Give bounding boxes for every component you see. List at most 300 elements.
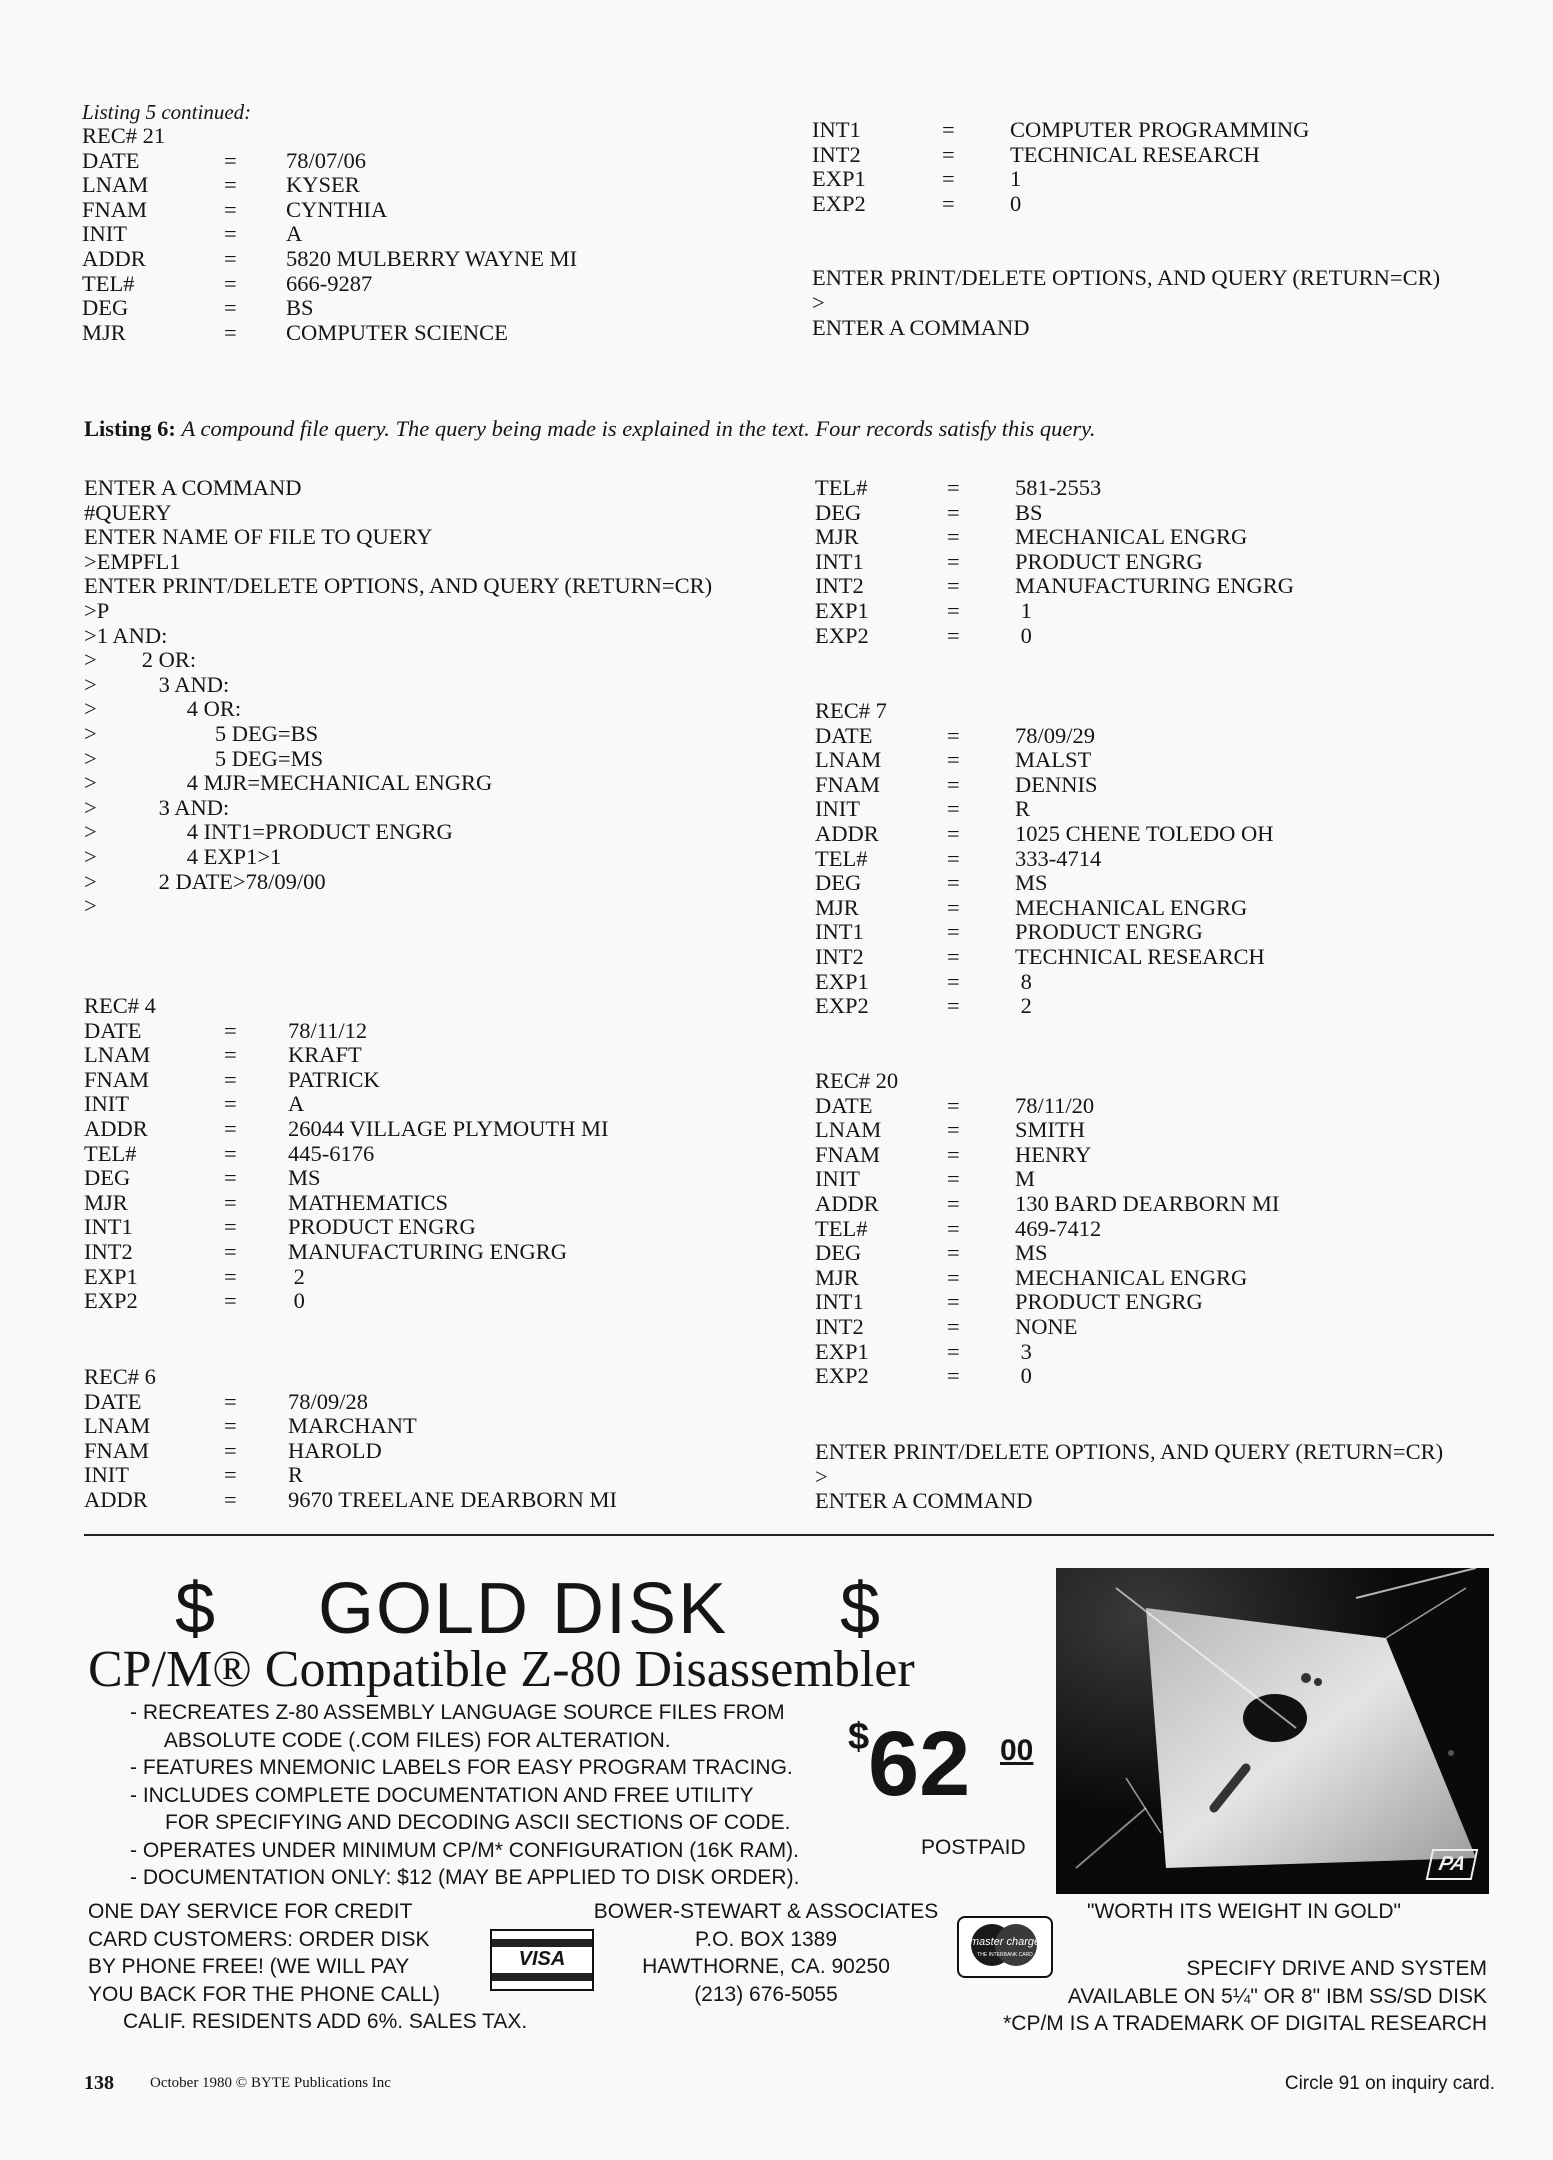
record-6 [84,1365,617,1513]
field-key: INT1 [815,1289,864,1315]
query-line: > 3 AND: [84,794,230,820]
field-key: EXP1 [84,1263,138,1289]
field-value: 0 [1015,1363,1032,1389]
equals-sign: = [947,894,960,920]
record-header: REC# 21 [82,123,166,148]
field-value: 445-6176 [288,1140,375,1166]
record-field-row [815,1217,1279,1242]
query-line: ENTER A COMMAND [84,475,302,500]
field-value: TECHNICAL RESEARCH [1010,141,1260,167]
ad-address [586,1898,946,2008]
record-field-row [84,1092,608,1117]
field-key: EXP1 [815,968,869,994]
equals-sign: = [947,1117,960,1143]
record-field-row [815,1192,1279,1217]
equals-sign: = [224,172,237,198]
field-value: 1 [1010,166,1022,192]
field-value: MS [1015,870,1048,896]
field-value: BS [286,295,314,321]
equals-sign: = [947,796,960,822]
field-value: 0 [1010,190,1022,216]
record-field-row [815,1143,1279,1168]
bullets-line: - INCLUDES COMPLETE DOCUMENTATION AND FREE UTILITY [130,1783,754,1807]
equals-sign: = [947,1313,960,1339]
equals-sign: = [224,1413,237,1439]
price-cents: 00 [1000,1734,1034,1767]
listing6-prompt-line-2: > [815,1464,828,1489]
mastercharge-label: master charge [969,1936,1041,1948]
address-line: P.O. BOX 1389 [694,1927,838,1951]
record-field-row [815,847,1274,872]
record-field-row [815,920,1274,945]
record-field-row [84,1439,617,1464]
equals-sign: = [947,1215,960,1241]
field-key: DEG [815,870,862,896]
record-field-row [84,1240,608,1265]
field-value: BS [1015,499,1043,525]
query-line: ENTER NAME OF FILE TO QUERY [84,524,433,550]
field-value: PRODUCT ENGRG [288,1214,476,1240]
record-field-row [812,118,1309,143]
equals-sign: = [224,1115,237,1141]
issue-line: October 1980 © BYTE Publications Inc [150,2075,391,2091]
query-line: > 4 MJR=MECHANICAL ENGRG [84,770,493,796]
field-value: 26044 VILLAGE PLYMOUTH MI [288,1115,609,1141]
query-line: > 4 INT1=PRODUCT ENGRG [84,819,453,845]
field-value: KRAFT [288,1042,362,1068]
equals-sign: = [224,1165,237,1191]
field-value: 8 [1015,968,1032,994]
field-key: TEL# [82,270,135,296]
query-line: >1 AND: [84,622,168,648]
equals-sign: = [947,1289,960,1315]
field-value: 469-7412 [1015,1215,1102,1241]
query-block [84,476,712,919]
field-value: NONE [1015,1313,1078,1339]
record-4 [84,994,608,1314]
field-key: EXP2 [815,622,869,648]
field-key: INIT [815,1166,860,1192]
record-field-row [84,1289,608,1314]
leftblock-line: CARD CUSTOMERS: ORDER DISK [88,1927,430,1951]
page-number: 138 [84,2072,114,2094]
record-field-row [815,1315,1279,1340]
field-key: LNAM [82,172,149,198]
field-value: 78/09/28 [288,1388,369,1414]
field-value: PATRICK [288,1066,380,1092]
record-field-row [84,1215,608,1240]
field-key: MJR [815,524,859,550]
field-key: EXP2 [815,1363,869,1389]
record-field-row [815,896,1274,921]
equals-sign: = [947,747,960,773]
ad-quote: "WORTH ITS WEIGHT IN GOLD" [1087,1900,1401,1923]
record-field-row [815,599,1294,624]
field-key: DATE [84,1388,142,1414]
bullets-line: - DOCUMENTATION ONLY: $12 (MAY BE APPLIED TO DISK ORDER). [130,1866,800,1889]
field-key: FNAM [84,1437,150,1463]
field-value: MS [1015,1240,1048,1266]
field-value: 0 [288,1288,305,1314]
record-field-row [815,773,1274,798]
query-line: > [84,893,97,919]
ad-availability [960,1955,1487,2038]
equals-sign: = [947,919,960,945]
record-field-row [815,1340,1279,1365]
field-key: INIT [82,221,127,247]
record-header: REC# 4 [84,993,156,1018]
equals-sign: = [224,1437,237,1463]
listing6-caption-text: A compound file query. The query being made is explained in the text. Four records satisfy this query. [181,416,1096,441]
record-field-row [84,1019,608,1044]
listing-continued-label: Listing 5 continued: [82,100,252,124]
query-line: > 4 EXP1>1 [84,843,282,869]
field-key: ADDR [84,1115,148,1141]
equals-sign: = [947,524,960,550]
visa-logo [490,1929,594,1991]
field-value: 1 [1015,597,1032,623]
field-value: 1025 CHENE TOLEDO OH [1015,820,1274,846]
equals-sign: = [942,190,955,216]
field-key: DATE [815,722,873,748]
record-field-row [82,222,577,247]
field-key: TEL# [815,1215,868,1241]
field-key: TEL# [815,845,868,871]
query-line: #QUERY [84,499,172,525]
field-key: MJR [84,1189,128,1215]
field-key: INT2 [84,1238,133,1264]
equals-sign: = [947,722,960,748]
field-key: DEG [815,1240,862,1266]
mastercharge-small: THE INTERBANK CARD [977,1952,1033,1958]
record-field-row [84,1414,617,1439]
equals-sign: = [947,597,960,623]
field-value: 130 BARD DEARBORN MI [1015,1190,1280,1216]
record-field-row [815,525,1294,550]
field-value: PRODUCT ENGRG [1015,548,1203,574]
record-field-row [84,1463,617,1488]
record-field-row [812,167,1309,192]
record-field-row [815,748,1274,773]
floppy-disk-photo [1056,1568,1489,1894]
record-field-row [815,1241,1279,1266]
field-key: EXP1 [815,597,869,623]
field-key: DATE [815,1092,873,1118]
ad-service-info [88,1898,527,2036]
equals-sign: = [224,1238,237,1264]
field-value: A [286,221,303,247]
field-key: EXP1 [812,166,866,192]
ad-dollar-right: $ [840,1569,883,1649]
field-key: TEL# [84,1140,137,1166]
record-field-row [82,173,577,198]
query-line: > 2 DATE>78/09/00 [84,868,326,894]
record-field-row [815,871,1274,896]
field-value: A [288,1091,305,1117]
record-6-continued [815,476,1294,648]
bullets-line: ABSOLUTE CODE (.COM FILES) FOR ALTERATION. [130,1728,671,1752]
query-line: ENTER PRINT/DELETE OPTIONS, AND QUERY (RETURN=CR) [84,573,713,599]
field-key: FNAM [815,771,881,797]
bullets-line: - FEATURES MNEMONIC LABELS FOR EASY PROGRAM TRACING. [130,1756,793,1779]
field-key: ADDR [815,820,879,846]
field-key: TEL# [815,475,868,500]
postpaid-label: POSTPAID [921,1836,1026,1859]
field-value: 78/07/06 [286,147,367,173]
record-field-row [815,574,1294,599]
equals-sign: = [224,245,237,271]
ad-divider [84,1534,1494,1536]
field-value: M [1015,1166,1036,1192]
field-key: ADDR [84,1486,148,1512]
equals-sign: = [224,1486,237,1512]
field-value: SMITH [1015,1117,1086,1143]
field-key: INIT [84,1091,129,1117]
bullets-line: - RECREATES Z-80 ASSEMBLY LANGUAGE SOURCE FILES FROM [130,1701,785,1724]
field-value: MATHEMATICS [288,1189,449,1215]
query-line: > 4 OR: [84,696,242,722]
record-field-row [815,797,1274,822]
record-field-row [84,1166,608,1191]
price-dollar: $ [848,1716,870,1758]
field-key: INT1 [815,548,864,574]
equals-sign: = [947,845,960,871]
record-field-row [815,945,1274,970]
record-field-row [815,994,1274,1019]
field-key: INT1 [815,919,864,945]
field-key: MJR [82,319,126,345]
field-key: INT2 [815,573,864,599]
field-value: 78/11/20 [1015,1092,1095,1118]
field-value: 2 [1015,993,1032,1019]
equals-sign: = [942,166,955,192]
record-header: REC# 6 [84,1364,156,1389]
equals-sign: = [947,1264,960,1290]
record-field-row [815,1364,1279,1389]
field-value: 3 [1015,1338,1032,1364]
field-value: 9670 TREELANE DEARBORN MI [288,1486,617,1512]
record-field-row [815,1290,1279,1315]
leftblock-line: YOU BACK FOR THE PHONE CALL) [88,1982,441,2006]
record-field-row [82,198,577,223]
equals-sign: = [224,1140,237,1166]
field-key: INT2 [815,1313,864,1339]
equals-sign: = [947,870,960,896]
visa-label: VISA [518,1948,566,1970]
field-key: LNAM [815,747,882,773]
record-21 [82,124,577,345]
field-key: EXP2 [812,190,866,216]
field-value: 333-4714 [1015,845,1102,871]
field-key: LNAM [84,1413,151,1439]
record-field-row [84,1043,608,1068]
field-key: LNAM [815,1117,882,1143]
field-value: KYSER [286,172,360,198]
ad-title: GOLD DISK [318,1569,729,1649]
ad-dollar-left: $ [175,1569,218,1649]
record-field-row [84,1488,617,1513]
record-7 [815,699,1274,1019]
field-value: TECHNICAL RESEARCH [1015,943,1265,969]
equals-sign: = [947,1166,960,1192]
field-key: EXP2 [84,1288,138,1314]
address-line: BOWER-STEWART & ASSOCIATES [593,1900,939,1923]
field-value: COMPUTER PROGRAMMING [1010,117,1310,142]
equals-sign: = [224,319,237,345]
equals-sign: = [224,1189,237,1215]
field-key: INT1 [84,1214,133,1240]
equals-sign: = [947,1338,960,1364]
record-field-row [82,296,577,321]
field-value: MECHANICAL ENGRG [1015,1264,1248,1290]
field-value: MECHANICAL ENGRG [1015,894,1248,920]
field-key: MJR [815,1264,859,1290]
field-key: INT2 [815,943,864,969]
rightblock-line: AVAILABLE ON 5¼" OR 8" IBM SS/SD DISK [1067,1984,1487,2008]
field-key: EXP1 [815,1338,869,1364]
field-key: INIT [84,1462,129,1488]
equals-sign: = [942,141,955,167]
record-field-row [84,1191,608,1216]
field-key: MJR [815,894,859,920]
field-value: MANUFACTURING ENGRG [1015,573,1294,599]
equals-sign: = [947,1363,960,1389]
equals-sign: = [947,499,960,525]
record-field-row [82,272,577,297]
field-value: MS [288,1165,321,1191]
record-field-row [815,1118,1279,1143]
equals-sign: = [224,1214,237,1240]
record-header: REC# 20 [815,1068,899,1093]
record-field-row [82,247,577,272]
query-line: > 2 OR: [84,647,197,673]
listing5-prompt-line-3: ENTER A COMMAND [812,315,1030,340]
field-value: DENNIS [1015,771,1098,797]
field-key: INT2 [812,141,861,167]
bullets-line: - OPERATES UNDER MINIMUM CP/M* CONFIGURATION (16K RAM). [130,1838,799,1862]
address-line: HAWTHORNE, CA. 90250 [642,1955,890,1978]
record-field-row [815,970,1274,995]
field-key: FNAM [84,1066,150,1092]
field-value: CYNTHIA [286,196,388,222]
equals-sign: = [224,1042,237,1068]
record-21-continued [812,118,1309,216]
record-field-row [84,1390,617,1415]
field-value: 78/09/29 [1015,722,1096,748]
field-value: PRODUCT ENGRG [1015,919,1203,945]
equals-sign: = [947,548,960,574]
listing5-prompt-line-2: > [812,290,825,315]
equals-sign: = [224,270,237,296]
ad-subtitle: CP/M® Compatible Z-80 Disassembler [88,1641,915,1698]
equals-sign: = [947,820,960,846]
field-key: FNAM [82,196,148,222]
field-key: INT1 [812,117,861,142]
listing6-prompt-line-1: ENTER PRINT/DELETE OPTIONS, AND QUERY (RETURN=CR) [815,1439,1444,1464]
listing6-prompt-line-3: ENTER A COMMAND [815,1488,1033,1513]
ad-feature-list [130,1699,799,1892]
record-field-row [815,550,1294,575]
field-value: 0 [1015,622,1032,648]
equals-sign: = [224,196,237,222]
rightblock-line: *CP/M IS A TRADEMARK OF DIGITAL RESEARCH [1003,2012,1487,2035]
query-line: >EMPFL1 [84,548,181,574]
record-field-row [815,1094,1279,1119]
equals-sign: = [947,1141,960,1167]
equals-sign: = [947,993,960,1019]
field-key: LNAM [84,1042,151,1068]
field-key: ADDR [815,1190,879,1216]
field-key: ADDR [82,245,146,271]
field-value: MARCHANT [288,1413,417,1439]
field-value: COMPUTER SCIENCE [286,319,508,345]
record-field-row [815,624,1294,649]
field-value: 666-9287 [286,270,373,296]
listing5-prompt-line-1: ENTER PRINT/DELETE OPTIONS, AND QUERY (RETURN=CR) [812,265,1441,290]
record-20 [815,1069,1279,1389]
record-field-row [812,143,1309,168]
record-field-row [84,1265,608,1290]
field-value: MALST [1015,747,1092,773]
record-field-row [82,149,577,174]
listing6-caption [84,416,1096,442]
query-line: > 5 DEG=MS [84,745,324,771]
equals-sign: = [947,1190,960,1216]
record-field-row [815,822,1274,847]
record-field-row [815,501,1294,526]
equals-sign: = [947,1092,960,1118]
equals-sign: = [224,1091,237,1117]
equals-sign: = [224,1288,237,1314]
equals-sign: = [947,771,960,797]
leftblock-line: CALIF. RESIDENTS ADD 6%. SALES TAX. [88,2010,528,2033]
equals-sign: = [947,622,960,648]
bullets-line: FOR SPECIFYING AND DECODING ASCII SECTIONS OF CODE. [130,1811,791,1834]
inquiry-line: Circle 91 on inquiry card. [1284,2073,1495,2094]
price-main: 62 [868,1713,971,1815]
address-line: (213) 676-5055 [694,1982,838,2006]
photo-logo: PA [1425,1849,1478,1880]
field-value: 5820 MULBERRY WAYNE MI [286,245,578,271]
field-value: PRODUCT ENGRG [1015,1289,1203,1315]
record-field-row [812,192,1309,217]
record-field-row [815,1167,1279,1192]
field-value: MECHANICAL ENGRG [1015,524,1248,550]
field-value: 78/11/12 [288,1017,368,1043]
equals-sign: = [947,968,960,994]
equals-sign: = [224,147,237,173]
equals-sign: = [224,221,237,247]
field-key: FNAM [815,1141,881,1167]
field-key: DATE [82,147,140,173]
field-key: DEG [84,1165,131,1191]
record-header: REC# 7 [815,698,887,723]
query-line: > 3 AND: [84,671,230,697]
field-value: 2 [288,1263,305,1289]
record-field-row [815,1266,1279,1291]
field-value: R [1015,796,1031,822]
field-value: R [288,1462,304,1488]
equals-sign: = [224,1017,237,1043]
record-field-row [815,724,1274,749]
equals-sign: = [224,1462,237,1488]
field-value: 581-2553 [1015,475,1102,500]
record-field-row [84,1068,608,1093]
leftblock-line: BY PHONE FREE! (WE WILL PAY [88,1955,410,1978]
equals-sign: = [224,1066,237,1092]
equals-sign: = [947,475,960,500]
query-line: > 5 DEG=BS [84,720,319,746]
